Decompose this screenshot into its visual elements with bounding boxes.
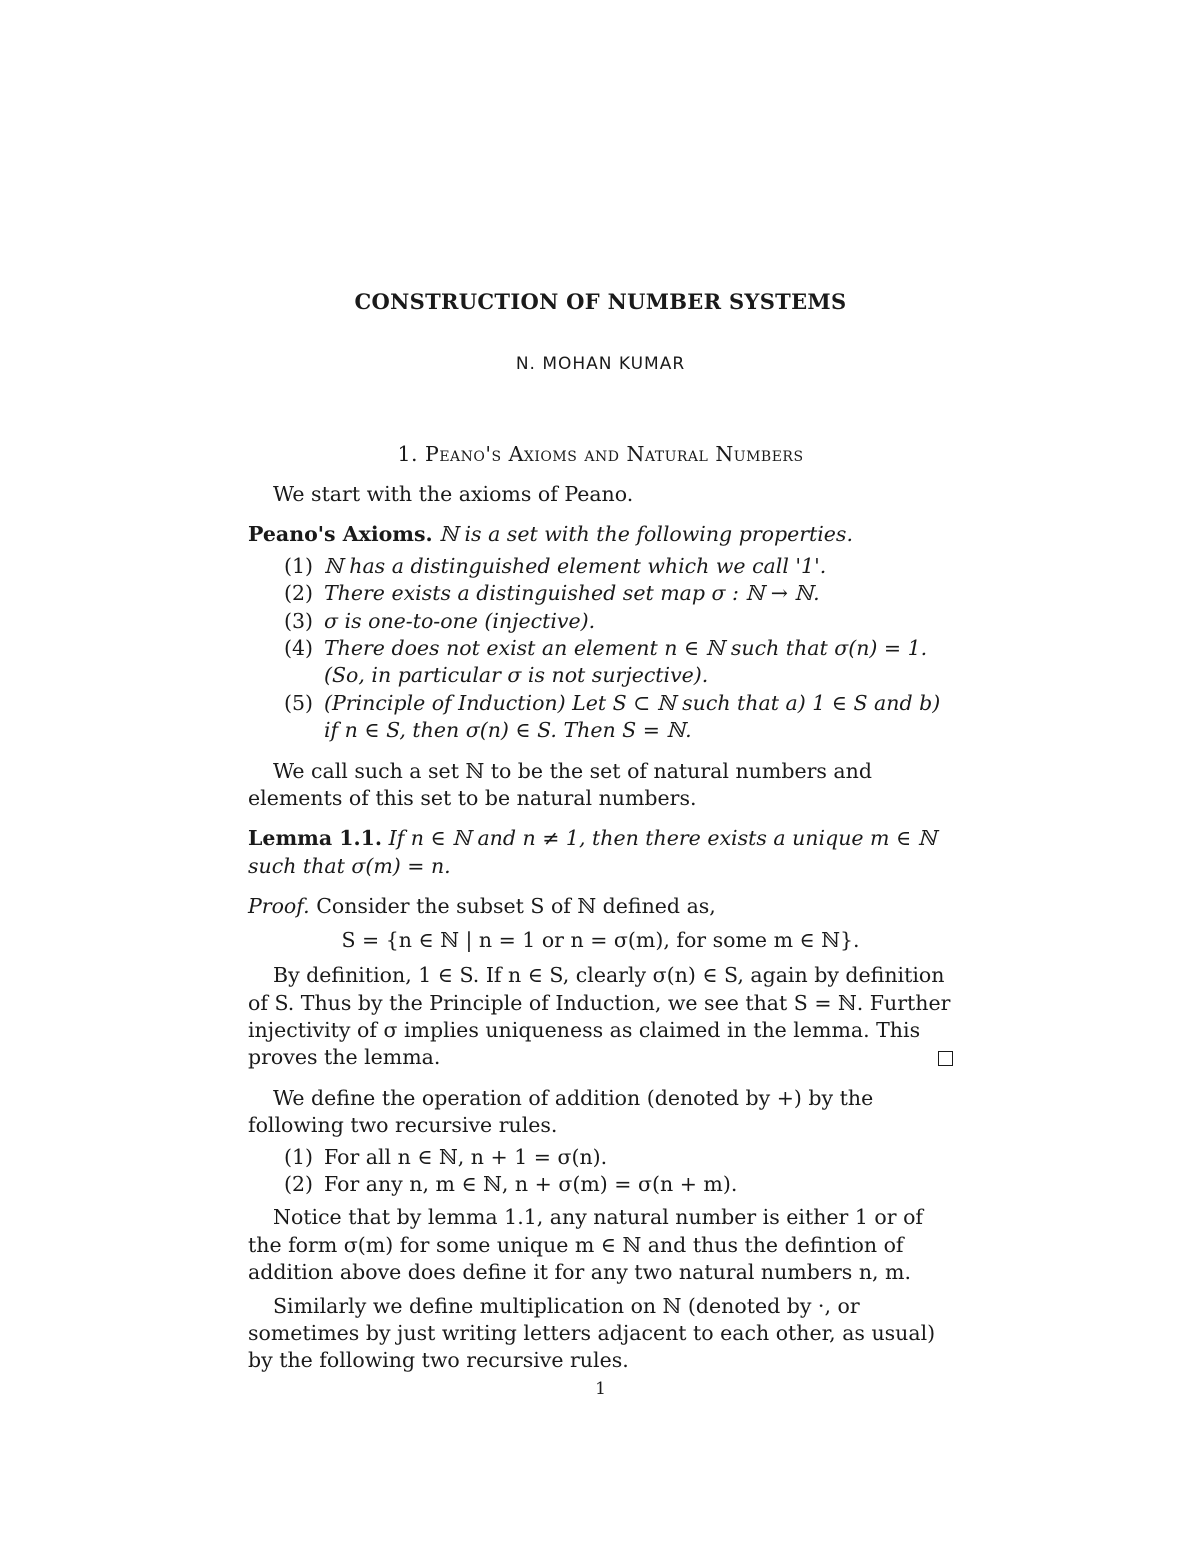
axiom-item [248,553,953,580]
axiom-text: There does not exist an element n ∈ ℕ such that σ(n) = 1. (So, in particular σ is not surjective). [324,636,928,688]
axiom-text: (Principle of Induction) Let S ⊂ ℕ such that a) 1 ∈ S and b) if n ∈ S, then σ(n) ∈ S. Then S = ℕ. [324,690,941,743]
addition-rule [248,1144,953,1171]
axiom-number: (5) [284,690,314,715]
rule-text: For any n, m ∈ ℕ, n + σ(m) = σ(n + m). [324,1171,738,1196]
axiom-number: (4) [284,636,314,661]
proof-body [248,962,953,1072]
axiom-text: σ is one-to-one (injective). [324,608,596,633]
axioms-statement [248,521,953,548]
body-text [248,481,953,1375]
section-title: Peano's Axioms and Natural Numbers [425,442,804,466]
multiplication-paragraph: Similarly we define multiplication on ℕ (denoted by ·, or sometimes by just writing letters adjacent to each other, as usual) by the following two recursive rules. [248,1293,936,1373]
axiom-item [248,608,953,635]
axiom-number: (2) [284,581,314,606]
rule-text: For all n ∈ ℕ, n + 1 = σ(n). [324,1144,608,1169]
lemma-label: Lemma 1.1. [248,826,383,851]
axioms-label: Peano's Axioms. [248,522,433,547]
addition-intro: We define the operation of addition (denoted by +) by the following two recursive rules. [248,1085,874,1138]
intro-paragraph: We start with the axioms of Peano. [273,482,634,506]
axioms-intro: ℕ is a set with the following properties. [439,522,853,547]
proof-intro-line [248,893,953,920]
notice-paragraph: Notice that by lemma 1.1, any natural number is either 1 or of the form σ(m) for some unique m ∈ ℕ and thus the defintion of addition above does define it for any two natural numbers n, m. [248,1205,923,1285]
proof-intro: Consider the subset S of ℕ defined as, [316,894,716,919]
section-number: 1. [397,442,418,466]
author-name: N. MOHAN KUMAR [515,354,686,374]
addition-rule [248,1171,953,1198]
axiom-text: ℕ has a distinguished element which we call '1'. [324,553,827,578]
page-number: 1 [595,1379,606,1399]
natural-numbers-definition: We call such a set ℕ to be the set of natural numbers and elements of this set to be natural numbers. [248,758,872,811]
rule-number: (1) [284,1144,314,1169]
paper-title: CONSTRUCTION OF NUMBER SYSTEMS [354,289,847,314]
axiom-text: There exists a distinguished set map σ : ℕ → ℕ. [324,581,820,606]
addition-rules-list [248,1144,953,1199]
axiom-item [248,580,953,607]
qed-square-icon [938,1051,953,1066]
proof-label: Proof. [248,894,310,919]
axiom-item [248,690,953,745]
rule-number: (2) [284,1171,314,1196]
proof-body-text: By definition, 1 ∈ S. If n ∈ S, clearly σ(n) ∈ S, again by definition of S. Thus by the Principle of Induction, we see that S = ℕ. Further injectivity of σ implies uniqueness as claimed in the lemma. This proves the lemma. [248,963,951,1070]
axiom-number: (3) [284,608,314,633]
lemma-text: If n ∈ ℕ and n ≠ 1, then there exists a unique m ∈ ℕ such that σ(m) = n. [248,826,937,878]
axiom-item [248,635,953,690]
lemma-statement [248,825,953,880]
set-definition-equation: S = {n ∈ ℕ | n = 1 or n = σ(m), for some m ∈ ℕ}. [341,927,860,952]
section-heading [248,441,953,468]
axiom-number: (1) [284,553,314,578]
axioms-list [248,553,953,745]
